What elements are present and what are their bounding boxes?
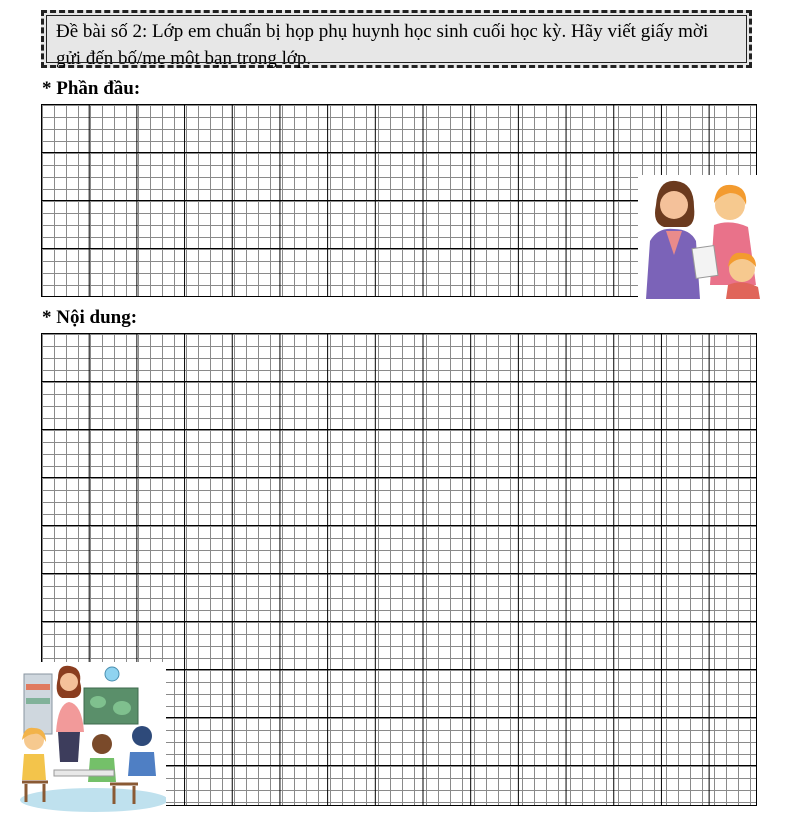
section-heading-body: * Nội dung: (42, 307, 138, 328)
classroom-illustration (14, 662, 166, 814)
section-heading-header: * Phần đầu: (42, 78, 141, 99)
teacher-with-students-illustration (638, 175, 764, 299)
assignment-prompt-text: Đề bài số 2: Lớp em chuẩn bị họp phụ huynh học sinh cuối học kỳ. Hãy viết giấy mời gửi đến bố/mẹ một bạn trong lớp. (56, 21, 709, 69)
assignment-prompt-box (41, 10, 752, 68)
